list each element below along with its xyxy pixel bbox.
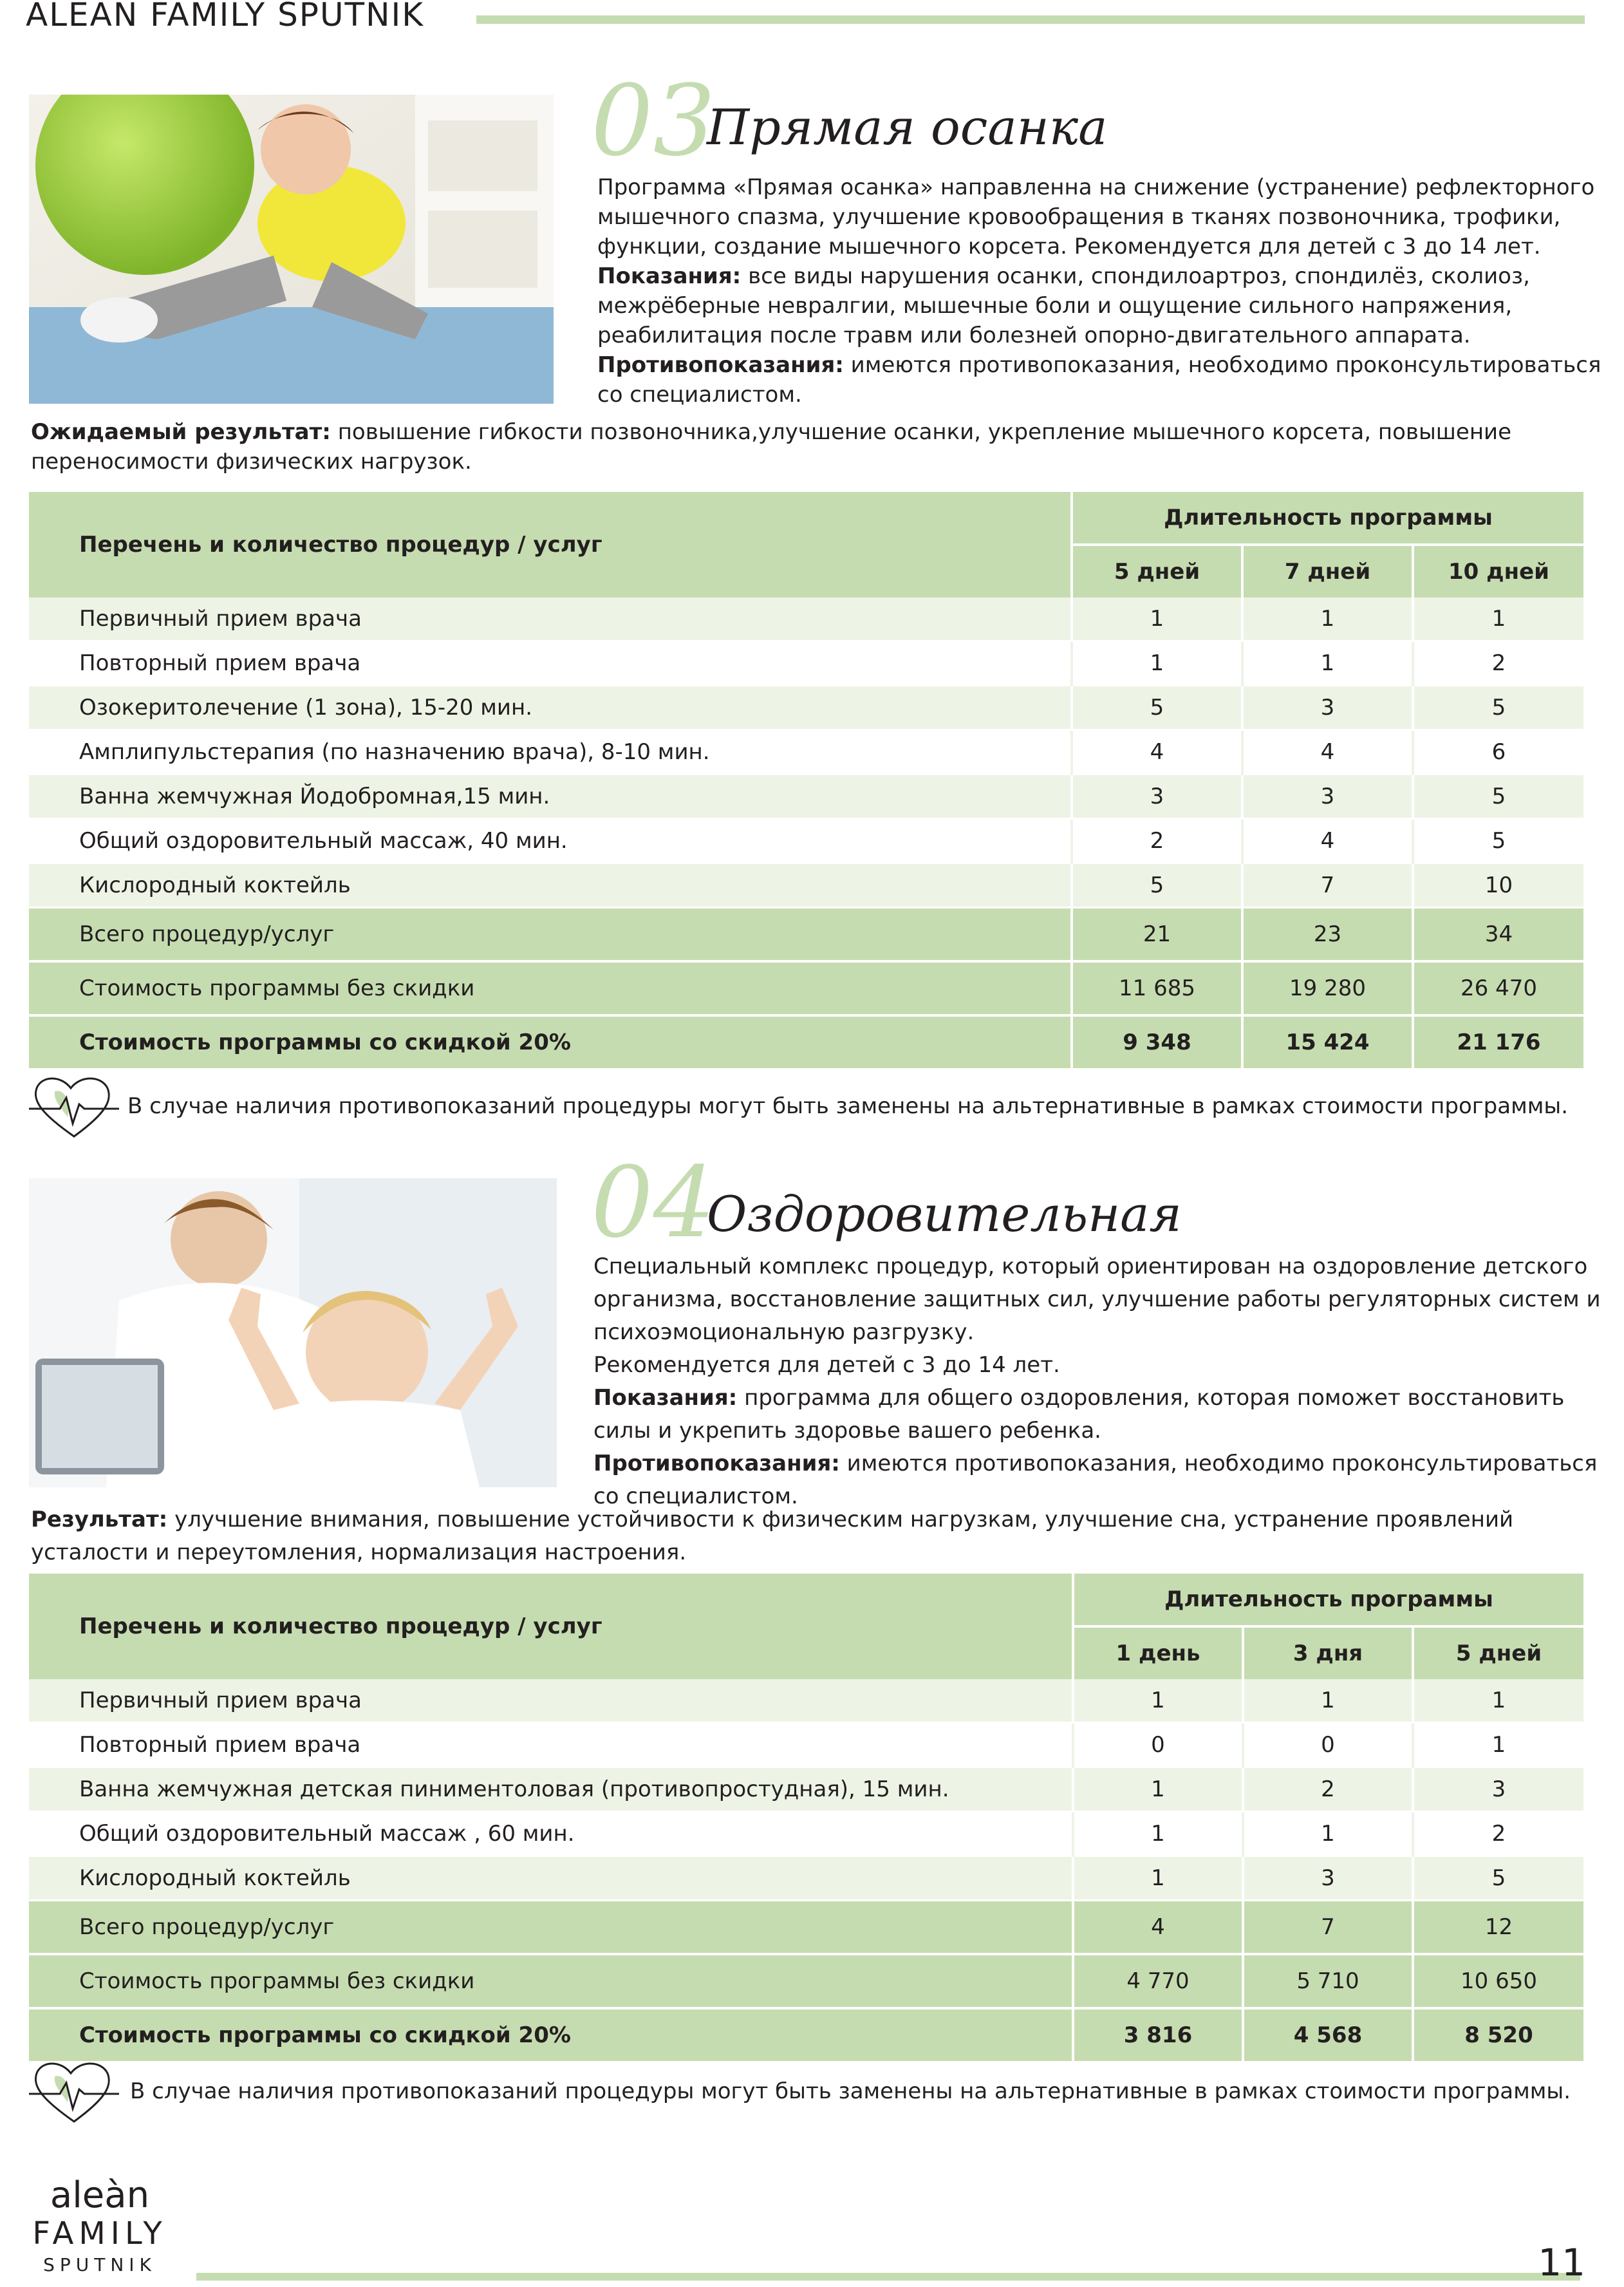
procedure-count: 4 [1242, 730, 1413, 775]
indications-label: Показания: [597, 263, 742, 289]
procedure-count: 1 [1243, 1679, 1413, 1723]
result-label: Ожидаемый результат: [31, 419, 331, 445]
photo-girl-stretching [29, 95, 554, 404]
price-value: 26 470 [1413, 961, 1583, 1015]
indications-text [593, 1382, 1623, 1447]
duration-header: Длительность программы [1073, 1574, 1583, 1626]
photo-boy-doctor [29, 1178, 557, 1487]
indications-text [597, 261, 1601, 350]
discount-value: 9 348 [1072, 1015, 1242, 1069]
table-row [29, 863, 1583, 908]
footer-rule [196, 2273, 1580, 2281]
procedure-count: 5 [1072, 686, 1242, 730]
logo-alean: aleàn [50, 2174, 150, 2216]
procedure-count: 5 [1413, 775, 1583, 819]
table-row [29, 1856, 1583, 1901]
price-value: 10 650 [1413, 1954, 1583, 2008]
procedure-name: Озокеритолечение (1 зона), 15-20 мин. [29, 686, 1072, 730]
day-header: 3 дня [1243, 1626, 1413, 1679]
discount-label: Стоимость программы со скидкой 20% [29, 2008, 1073, 2062]
table-row [29, 775, 1583, 819]
procedure-count: 1 [1413, 1723, 1583, 1767]
header-rule [476, 15, 1585, 24]
duration-header: Длительность программы [1072, 492, 1583, 545]
logo-sputnik: SPUTNIK [43, 2254, 156, 2275]
section-number-03: 03 [591, 64, 716, 178]
price-row [29, 961, 1583, 1015]
replacement-note: В случае наличия противопоказаний процедуры могут быть заменены на альтернативные в рамках стоимости программы. [127, 1093, 1569, 1119]
section-title-posture: Прямая осанка [707, 99, 1108, 156]
procedure-count: 7 [1242, 863, 1413, 908]
section3-description [597, 173, 1601, 409]
table-row [29, 1812, 1583, 1856]
discount-label: Стоимость программы со скидкой 20% [29, 1015, 1072, 1069]
procedure-count: 5 [1072, 863, 1242, 908]
procedure-count: 2 [1413, 641, 1583, 686]
indications-body: программа для общего оздоровления, которая поможет восстановить силы и укрепить здоровье вашего ребенка. [593, 1385, 1565, 1444]
discount-value: 15 424 [1242, 1015, 1413, 1069]
procedure-count: 5 [1413, 686, 1583, 730]
discount-value: 8 520 [1413, 2008, 1583, 2062]
procedure-count: 3 [1243, 1856, 1413, 1901]
total-count: 7 [1243, 1901, 1413, 1955]
procedure-count: 0 [1073, 1723, 1243, 1767]
procedure-name: Первичный прием врача [29, 1679, 1073, 1723]
procedure-count: 2 [1072, 819, 1242, 863]
price-value: 4 770 [1073, 1954, 1243, 2008]
heart-pulse-icon [29, 1072, 119, 1143]
program-table-posture [29, 492, 1583, 1071]
procedure-count: 1 [1413, 598, 1583, 641]
procedure-count: 4 [1242, 819, 1413, 863]
replacement-note: В случае наличия противопоказаний процедуры могут быть заменены на альтернативные в рамках стоимости программы. [130, 2078, 1571, 2104]
procedure-name: Кислородный коктейль [29, 1856, 1073, 1901]
procedure-count: 1 [1073, 1767, 1243, 1812]
table-row [29, 686, 1583, 730]
procedures-column-header: Перечень и количество процедур / услуг [29, 1574, 1073, 1679]
day-header: 5 дней [1072, 545, 1242, 598]
contraindications-body: имеются противопоказания, необходимо проконсультироваться со специалистом. [593, 1451, 1598, 1509]
price-value: 19 280 [1242, 961, 1413, 1015]
total-count: 4 [1073, 1901, 1243, 1955]
discount-price-row [29, 2008, 1583, 2062]
procedure-count: 2 [1243, 1767, 1413, 1812]
brand-header: ALEAN FAMILY SPUTNIK [26, 0, 425, 33]
procedure-name: Повторный прием врача [29, 1723, 1073, 1767]
discount-value: 3 816 [1073, 2008, 1243, 2062]
result-body: повышение гибкости позвоночника,улучшение осанки, укрепление мышечного корсета, повышение переносимости физических нагрузок. [31, 419, 1512, 475]
procedure-count: 6 [1413, 730, 1583, 775]
section-title-health: Оздоровительная [707, 1185, 1182, 1243]
intro-text: Специальный комплекс процедур, который ориентирован на оздоровление детского организма, восстановление защитных сил, улучшение работы регуляторных систем и психоэмоциональную разгрузку. [593, 1254, 1601, 1345]
procedure-count: 1 [1243, 1812, 1413, 1856]
procedure-name: Повторный прием врача [29, 641, 1072, 686]
discount-value: 21 176 [1413, 1015, 1583, 1069]
procedure-count: 1 [1073, 1812, 1243, 1856]
procedure-count: 1 [1073, 1856, 1243, 1901]
procedure-count: 3 [1072, 775, 1242, 819]
procedure-count: 3 [1242, 775, 1413, 819]
intro-text: Программа «Прямая осанка» направленна на снижение (устранение) рефлекторного мышечного спазма, улучшение кровообращения в тканях позвоночника, трофики, функции, создание мышечного корсета. Рекомендуется для детей с 3 до 14 лет. [597, 174, 1595, 259]
total-count: 12 [1413, 1901, 1583, 1955]
table-row [29, 819, 1583, 863]
expected-result [31, 417, 1576, 476]
logo-family: FAMILY [32, 2216, 167, 2252]
indications-body: все виды нарушения осанки, спондилоартроз, спондилёз, сколиоз, межрёберные невралгии, мышечные боли и ощущение сильного напряжения, реабилитация после травм или болезней опорно-двигательного аппарата. [597, 263, 1530, 348]
program-table-health [29, 1574, 1583, 2064]
table-row [29, 1679, 1583, 1723]
table-row [29, 1767, 1583, 1812]
procedure-count: 1 [1072, 641, 1242, 686]
contraindications-text [597, 350, 1601, 409]
page-number: 11 [1538, 2241, 1585, 2284]
procedure-count: 1 [1073, 1679, 1243, 1723]
procedure-name: Первичный прием врача [29, 598, 1072, 641]
discount-price-row [29, 1015, 1583, 1069]
total-label: Всего процедур/услуг [29, 1901, 1073, 1955]
total-count: 34 [1413, 908, 1583, 962]
table-row [29, 730, 1583, 775]
procedure-count: 5 [1413, 1856, 1583, 1901]
discount-value: 4 568 [1243, 2008, 1413, 2062]
total-count: 21 [1072, 908, 1242, 962]
section-number-04: 04 [591, 1145, 716, 1259]
procedure-count: 1 [1242, 598, 1413, 641]
procedure-count: 3 [1242, 686, 1413, 730]
table-row [29, 598, 1583, 641]
section4-description [593, 1250, 1623, 1513]
total-row [29, 1901, 1583, 1955]
day-header: 10 дней [1413, 545, 1583, 598]
total-label: Всего процедур/услуг [29, 908, 1072, 962]
result-body: улучшение внимания, повышение устойчивости к физическим нагрузкам, улучшение сна, устранение проявлений усталости и переутомления, нормализация настроения. [31, 1507, 1514, 1565]
total-row [29, 908, 1583, 962]
result-label: Результат: [31, 1507, 168, 1532]
procedure-count: 3 [1413, 1767, 1583, 1812]
procedure-name: Общий оздоровительный массаж , 60 мин. [29, 1812, 1073, 1856]
procedure-name: Амплипульстерапия (по назначению врача), 8-10 мин. [29, 730, 1072, 775]
price-label: Стоимость программы без скидки [29, 961, 1072, 1015]
contraindications-label: Противопоказания: [593, 1451, 840, 1476]
price-value: 5 710 [1243, 1954, 1413, 2008]
procedure-count: 1 [1242, 641, 1413, 686]
procedure-name: Ванна жемчужная Йодобромная,15 мин. [29, 775, 1072, 819]
day-header: 1 день [1073, 1626, 1243, 1679]
indications-label: Показания: [593, 1385, 738, 1411]
table-row [29, 641, 1583, 686]
procedure-count: 4 [1072, 730, 1242, 775]
procedure-count: 1 [1072, 598, 1242, 641]
alean-family-logo [26, 2176, 174, 2278]
procedure-name: Ванна жемчужная детская пиниментоловая (противопростудная), 15 мин. [29, 1767, 1073, 1812]
procedure-name: Общий оздоровительный массаж, 40 мин. [29, 819, 1072, 863]
result-text [31, 1503, 1576, 1569]
total-count: 23 [1242, 908, 1413, 962]
table-row [29, 1723, 1583, 1767]
procedure-count: 5 [1413, 819, 1583, 863]
day-header: 7 дней [1242, 545, 1413, 598]
contraindications-label: Противопоказания: [597, 352, 844, 378]
heart-pulse-icon [29, 2057, 119, 2128]
procedure-count: 10 [1413, 863, 1583, 908]
procedure-count: 0 [1243, 1723, 1413, 1767]
price-label: Стоимость программы без скидки [29, 1954, 1073, 2008]
procedure-count: 2 [1413, 1812, 1583, 1856]
procedure-count: 1 [1413, 1679, 1583, 1723]
day-header: 5 дней [1413, 1626, 1583, 1679]
contraindications-body: имеются противопоказания, необходимо проконсультироваться со специалистом. [597, 352, 1601, 408]
age-text: Рекомендуется для детей с 3 до 14 лет. [593, 1352, 1060, 1378]
price-row [29, 1954, 1583, 2008]
price-value: 11 685 [1072, 961, 1242, 1015]
procedure-name: Кислородный коктейль [29, 863, 1072, 908]
procedures-column-header: Перечень и количество процедур / услуг [29, 492, 1072, 598]
